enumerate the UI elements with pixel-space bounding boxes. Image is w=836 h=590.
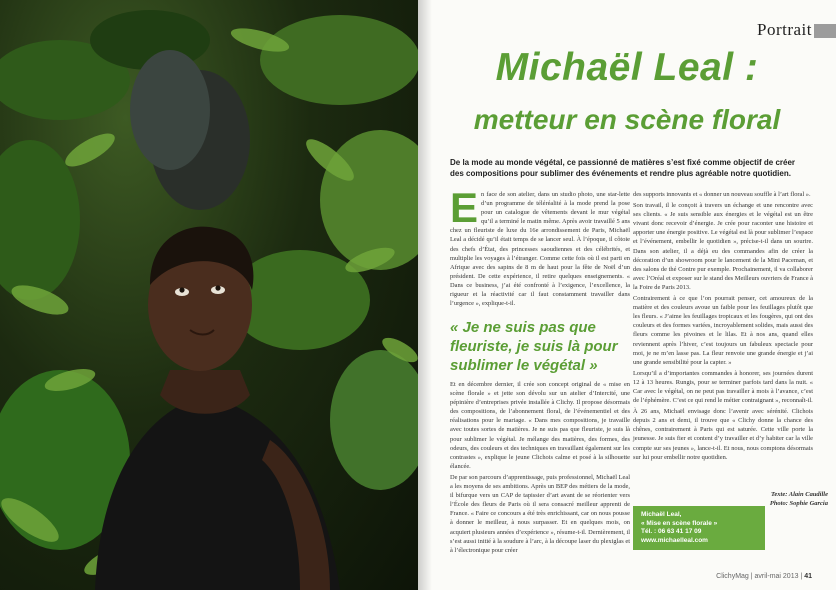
- contact-phone: Tél. : 06 63 41 17 09: [641, 528, 702, 536]
- page-number: 41: [804, 573, 812, 580]
- article-column-left-bottom: [450, 380, 630, 557]
- credit-photo: Photo: Sophie Garcia: [769, 500, 828, 507]
- credit-text: Texte: Alain Caudille: [771, 491, 828, 498]
- footer-magazine: ClichyMag | avril-mai 2013 |: [716, 573, 803, 580]
- article-page: [418, 0, 836, 590]
- article-paragraph: Lorsqu’il a d’importantes commandes à honorer, ses journées durent 12 à 13 heures. Rungis, pour se terminer parfois tard dans la nuit. « Car avec le végétal, on ne peut pas travailler à mois à l’avance, c’est de l’éphémère. C’est ce qui rend le métier contraignant », reconnaît-il.: [633, 369, 813, 405]
- article-paragraph: À 26 ans, Michaël envisage donc l’avenir avec sérénité. Clichois depuis 2 ans et demi, il trouve que « Clichy donne la chance des chênes, contrairement à Paris qui est saturée. Cette ville porte la jeunesse. Je suis fier et content d’y travailler et d’y habiter car la ville compte sur ses jeunes », lance-t-il. Et nous, nous comptons désormais sur lui pour embellir notre quotidien.: [633, 408, 813, 461]
- article-paragraph: des supports innovants et « donner un nouveau souffle à l’art floral ».: [633, 191, 811, 198]
- article-column-right: [633, 190, 813, 464]
- contact-name: Michaël Leal,: [641, 511, 682, 518]
- article-intro: De la mode au monde végétal, ce passionné de matières s’est fixé comme objectif de créer des compositions pour sublimer des événements et rendre plus agréable notre quotidien.: [450, 158, 796, 178]
- article-subtitle: metteur en scène floral: [473, 104, 781, 135]
- page-footer: [716, 573, 812, 580]
- article-paragraph: Son travail, il le conçoit à travers un échange et une rencontre avec ses clients. « Je suis sensible aux énergies et le végétal est un être vivant donc recevoir d’énergie. Je crée pour raconter une histoire et apporter une énergie positive. Le végétal est là pour sublimer l’espace et l’événement, embellir le quotidien », précise-t-il dans un sourire. Dans son atelier, il a déjà eu des commandes afin de créer la décoration d’un showroom pour le lancement de la Mini Paceman, et des salons de thé Contre pur exemple. Prochainement, il va collaborer avec l’Oréal et exposer sur le stand des Meilleurs ouvriers de France à la Foire de Paris 2013.: [633, 202, 813, 291]
- article-paragraph: n face de son atelier, dans un studio photo, une star-lette d’un programme de téléréalité à la mode prend la pose pour un catalogue de vêtements devant le mur végétal qu’il a terminé le matin même. Après avoir travaillé 5 ans chez un fleuriste de luxe du 16e arrondissement de Paris, Michaël Leal a décidé qu’il était temps de se lancer seul. À l’époque, il côtoie des chefs d’État, des princesses saoudiennes et des célébrités, et multiplie les voyages à l’étranger. Comme cette fois où il est parti en Afrique avec des sapins de 8 m de haut pour la fête de Noël d’un président. De cette expérience, il retire quelques enseignements. « Dans ce business, j’ai été confronté à l’exigence, l’excellence, la rigueur et la réactivité car il faut constamment travailler dans l’urgence », explique-t-il.: [450, 191, 630, 308]
- article-title: Michaël Leal :: [495, 46, 759, 89]
- article-paragraph: Et en décembre dernier, il crée son concept original de « mise en scène florale » et jette son dévolu sur un atelier d’Intercité, une pépinière d’entreprises privée installée à Clichy. Il propose désormais des compositions, de l’abonnement floral, de l’événementiel et des réalisations pour le mariage. « Dans mes compositions, je travaille avec toutes sortes de matières. Je ne suis pas que fleuriste, je suis là pour sublimer le végétal. Je mélange des matières, des formes, des odeurs, des couleurs et des techniques en travaillant également sur les contrastes », explique le jeune Clichois calme et posé à la silhouette élancée.: [450, 381, 630, 470]
- pull-quote: « Je ne suis pas que fleuriste, je suis là pour sublimer le végétal »: [450, 319, 618, 374]
- section-bar: [814, 24, 836, 38]
- article-paragraph: Contrairement à ce que l’on pourrait penser, cet amoureux de la matière et des couleurs avoue un faible pour les feuillages plutôt que les fleurs. « J’aime les feuillages tropicaux et les fougères, qui ont des couleurs et des formes variées, incroyablement solides, mais aussi des fleurs comme les pivoines et le lilas. Et à nos ans, quand elles reviennent après l’hiver, c’est toujours un fabuleux spectacle pour moi, je ne m’en lasse pas. La fleur renvoie une grande énergie et j’ai une grande sensibilité pour la capter. »: [633, 295, 813, 366]
- section-label: Portrait: [757, 20, 812, 39]
- contact-website: www.michaelleal.com: [641, 536, 708, 544]
- article-paragraph: De par son parcours d’apprentissage, puis professionnel, Michaël Leal a les moyens de ses ambitions. Après un BEP des métiers de la mode, il bifurque vers un CAP de tapissier d’art avant de se réorienter vers l’École des fleurs de Paris où il sera consacré meilleur apprenti de France. « Faire ce concours a été très enrichissant, car on nous pousse à donner le meilleur, à nous surpasser. Et en quelques mois, on acquiert plusieurs années d’expérience », résume-t-il. Dernièrement, il s’est aussi initié à la soudure à l’arc, à la découpe laser du plexiglas et à l’électronique pour créer: [450, 473, 630, 554]
- dropcap: E: [450, 184, 479, 231]
- contact-box: [633, 506, 765, 550]
- article-column-left-top: [450, 184, 630, 310]
- contact-tagline: « Mise en scène florale »: [641, 519, 718, 527]
